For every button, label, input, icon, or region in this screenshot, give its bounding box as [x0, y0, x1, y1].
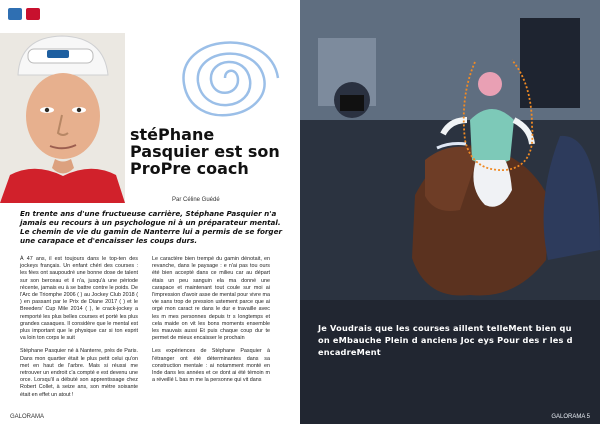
- uk-flag-icon[interactable]: [26, 8, 40, 20]
- article-column-1: [20, 256, 138, 405]
- race-winner-photo: [300, 0, 600, 424]
- jockey-portrait: [0, 33, 125, 203]
- left-footer: GALORAMA: [10, 414, 45, 420]
- article-intro: En trente ans d'une fructueuse carrière, Stéphane Pasquier n'a jamais eu recours à un psychologue ni à un préparateur mental. Le chemin de vie du gamin de Nanterre lui a permis de se forger une carapace et d'encaisser les coups durs.: [20, 209, 282, 245]
- article-column-2: [152, 256, 270, 390]
- home-icon[interactable]: [8, 8, 22, 20]
- byline: Par Céline Guédé: [172, 197, 220, 203]
- column-1-paragraph-2: Stéphane Pasquier né à Nanterre, près de Paris. Dans mon quartier était le plus petit celui qu'on met en haut de l'arbre. Mais si réussi me retrouver un endroit c'a compté e est devenu une orce. Lorsqu'il a débuté son apprentissage chez Robert Collet, à seize ans, son mètre soixante était en effet un atout !: [20, 348, 138, 398]
- right-page: [300, 0, 600, 424]
- column-2-paragraph-1: Le caractère bien trempé du gamin dénotait, en revanche, dans le paysage : e n'ai pas tou ours été bien accepté dans ce milieu car au départ étais un peu sanguin ela ma donné une carapace et maintenant tout coule sur moi ai l'impression d'avoir asse de mental pour vivre ma vie sans trop de pression ustement parce que ai orgé mon caract re dans le dur e travaille avec les m mes personnes depuis tr s longtemps et cela maide on vit les bons moments ensemble les mauvais aussi Et puis chaque coup dur te permet de mieux encaisser le prochain: [152, 256, 270, 342]
- right-footer: GALORAMA 5: [551, 414, 590, 420]
- pull-quote: Je Voudrais que les courses aillent telleMent bien qu on eMbauche Plein d anciens Joc eys Pour des r les d encadreMent: [318, 323, 573, 357]
- article-title: stéPhane Pasquier est son ProPre coach: [130, 125, 280, 178]
- column-2-paragraph-2: Les expériences de Stéphane Pasquier à l'étranger ont été déterminantes dans sa construction mentale : ai notamment monté en Inde dans les années et ce dont ai été témoin m a réveillé L bas m me la personne qui vit dans: [152, 348, 270, 384]
- column-1-paragraph-1: À 47 ans, il est toujours dans le top-ten des jockeys français. Un enfant chéri des courses : les fées ont saupoudré une bonne dose de talent sur son berceau et il n'a, jusqu'à une période récente, jamais eu à se battre contre le poids. De l'Arc de Triomphe 2006 ( ) au Jockey Club 2018 ( ) en passant par le Prix de Diane 2017 ( ) et le Breeders' Cup Mile 2014 ( ), le crack-jockey a remporté les plus belles courses et porté les plus grandes casaques. Il considère que le mental est plus important que le physique car si ton esprit va loin ton corps le suit: [20, 256, 138, 342]
